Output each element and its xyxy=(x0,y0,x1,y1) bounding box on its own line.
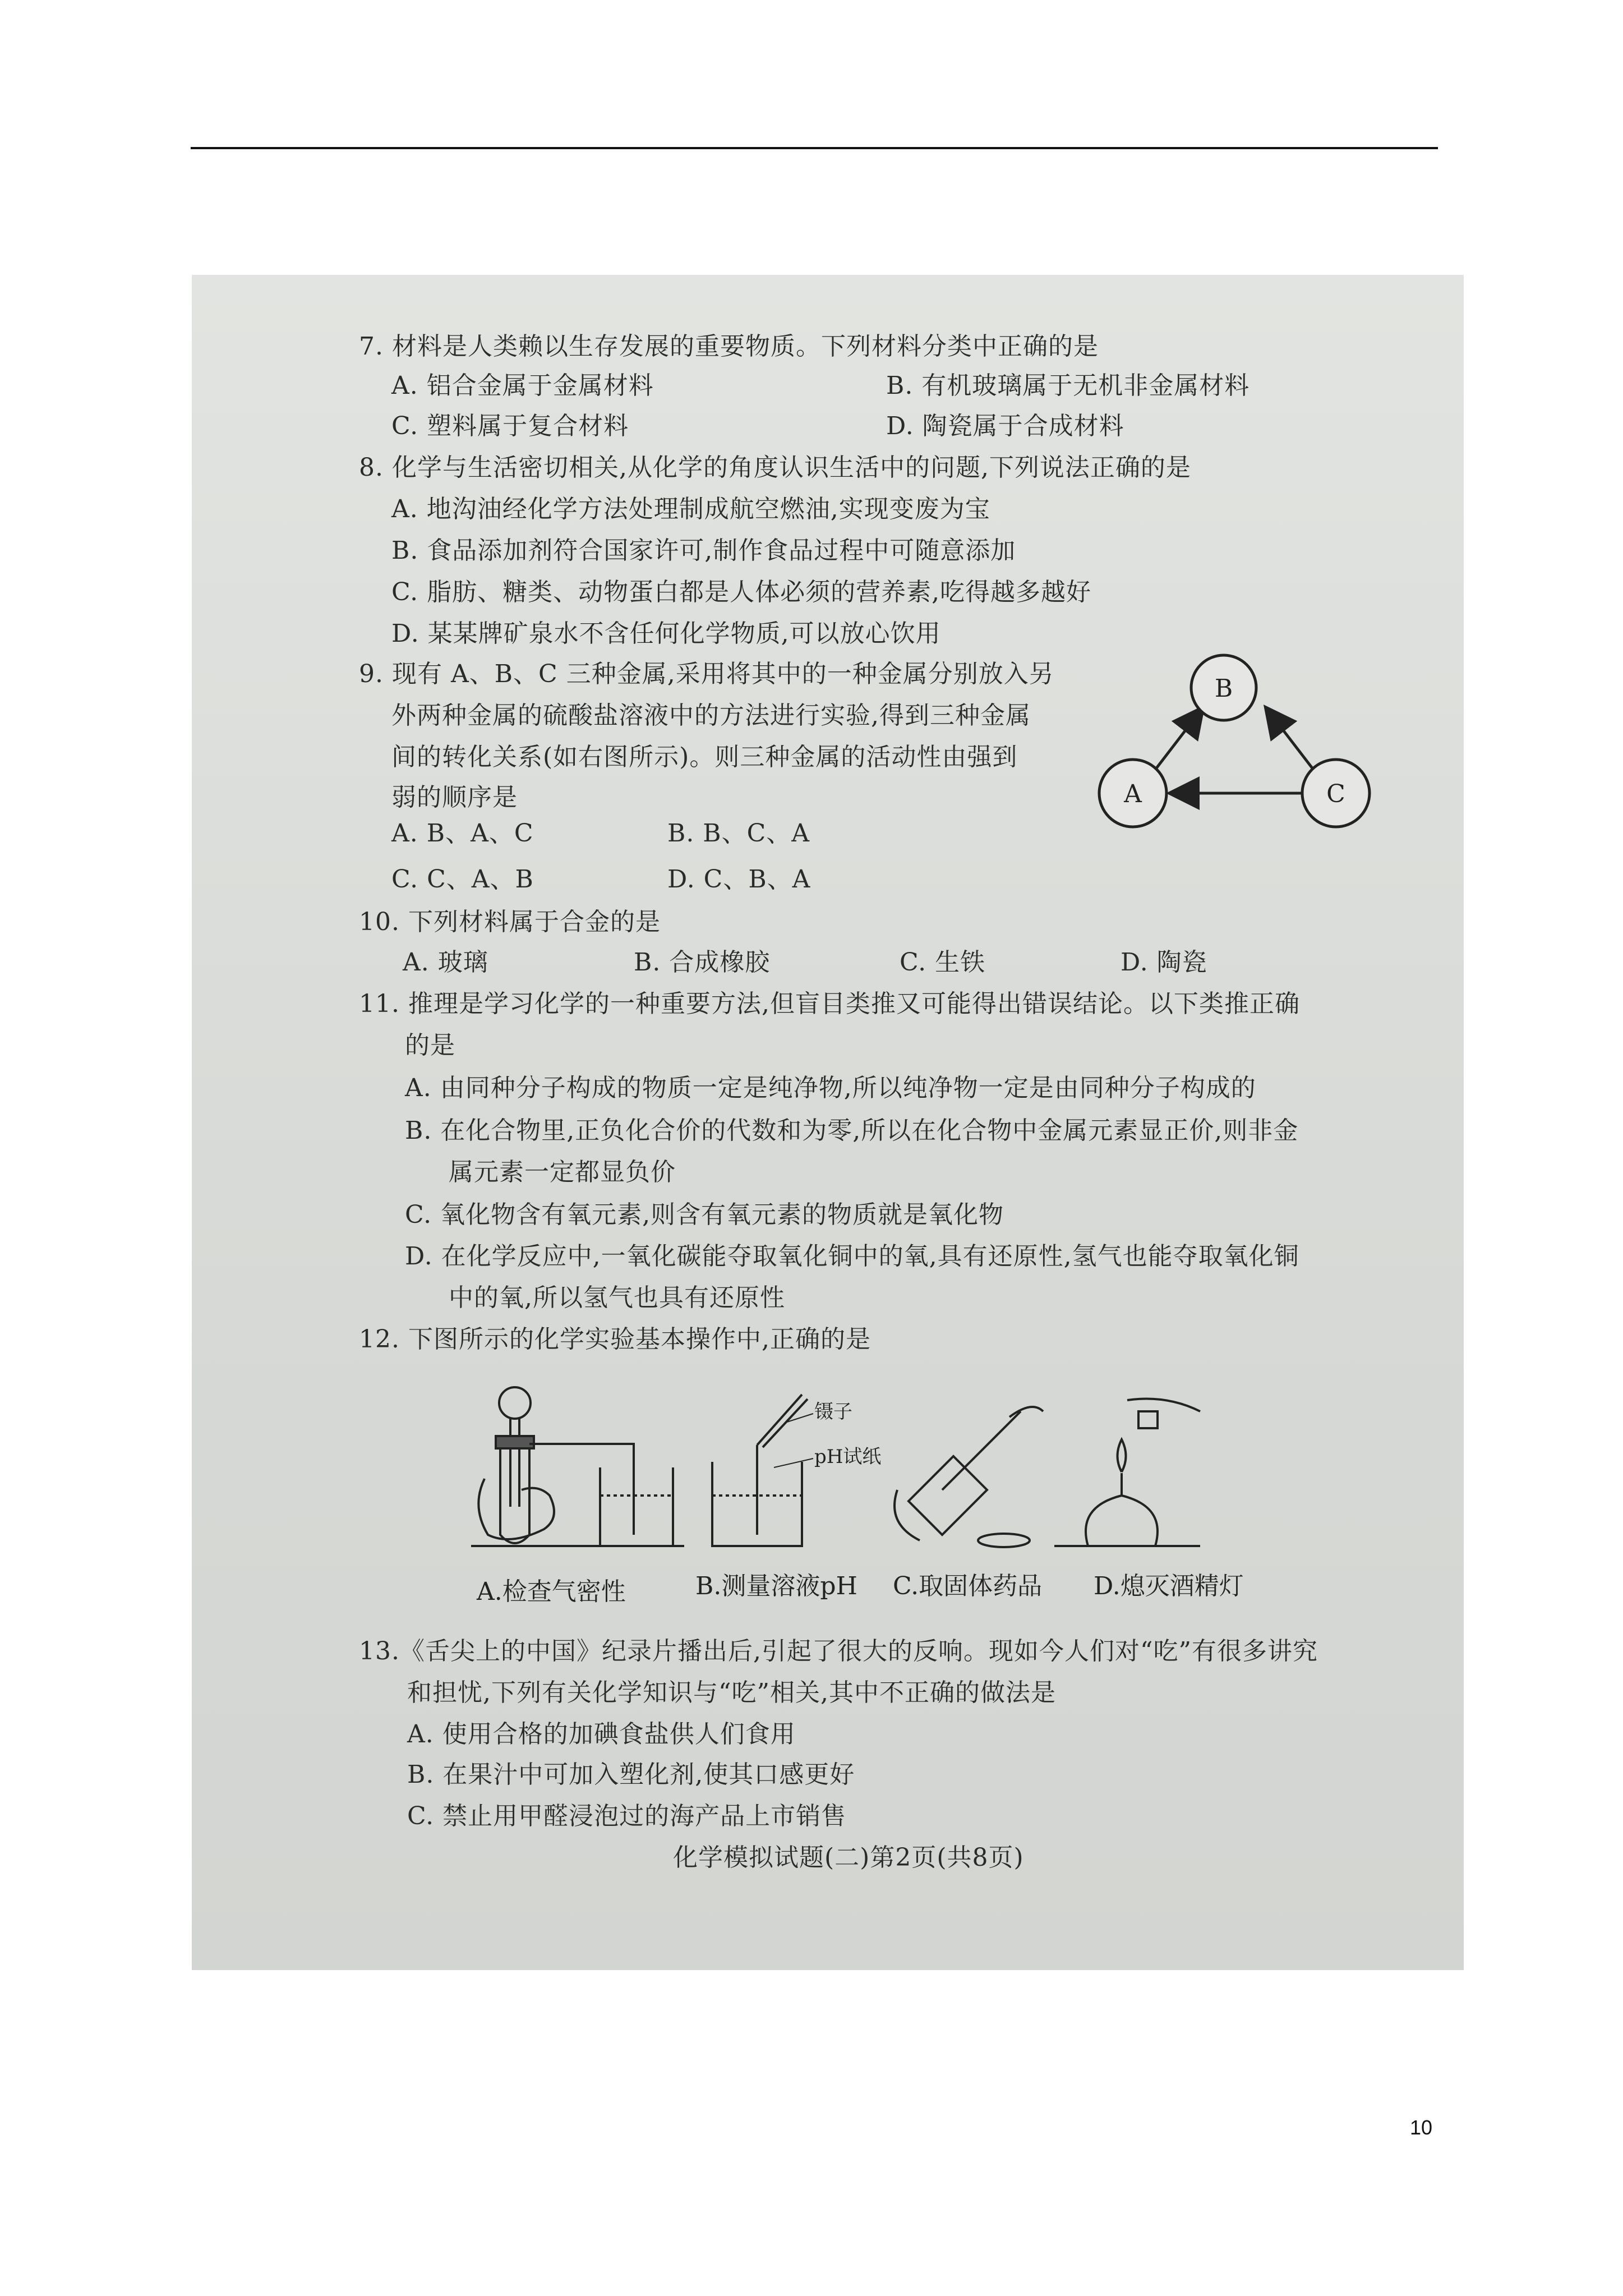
q8-option-c: C. 脂肪、糖类、动物蛋白都是人体必须的营养素,吃得越多越好 xyxy=(391,578,1092,606)
q9-stem-line-3: 间的转化关系(如右图所示)。则三种金属的活动性由强到 xyxy=(391,743,1018,771)
caption-b: B.测量溶液pH xyxy=(695,1572,857,1600)
caption-d: D.熄灭酒精灯 xyxy=(1094,1572,1244,1600)
hand-c xyxy=(895,1490,920,1540)
q11-option-a: A. 由同种分子构成的物质一定是纯净物,所以纯净物一定是由同种分子构成的 xyxy=(405,1074,1256,1102)
flame xyxy=(1118,1439,1126,1472)
q13-option-c: C. 禁止用甲醛浸泡过的海产品上市销售 xyxy=(407,1802,847,1830)
q10-option-a: A. 玻璃 xyxy=(403,948,488,977)
q13-stem-line-1: 13.《舌尖上的中国》纪录片播出后,引起了很大的反响。现如今人们对“吃”有很多讲究 xyxy=(359,1637,1318,1665)
funnel-bulb xyxy=(499,1387,531,1419)
q7-stem: 7. 材料是人类赖以生存发展的重要物质。下列材料分类中正确的是 xyxy=(359,332,1099,361)
hand-d xyxy=(1127,1399,1200,1412)
q9-option-b: B. B、C、A xyxy=(667,819,810,848)
node-b-label: B xyxy=(1214,674,1233,703)
caption-c: C.取固体药品 xyxy=(893,1572,1043,1600)
q11-stem-line-1: 11. 推理是学习化学的一种重要方法,但盲目类推又可能得出错误结论。以下类推正确 xyxy=(359,990,1300,1018)
q8-option-a: A. 地沟油经化学方法处理制成航空燃油,实现变废为宝 xyxy=(391,495,990,523)
page-number: 10 xyxy=(1409,2116,1432,2139)
q7-option-d: D. 陶瓷属于合成材料 xyxy=(886,412,1124,440)
figure-c-solid-reagent xyxy=(895,1407,1043,1547)
q13-option-b: B. 在果汁中可加入塑化剂,使其口感更好 xyxy=(407,1760,855,1789)
q11-option-b-line-1: B. 在化合物里,正负化合价的代数和为零,所以在化合物中金属元素显正价,则非金 xyxy=(405,1116,1299,1145)
q7-option-a: A. 铝合金属于金属材料 xyxy=(391,371,654,400)
q7-option-b: B. 有机玻璃属于无机非金属材料 xyxy=(886,371,1250,400)
delivery-tube xyxy=(529,1444,634,1535)
watch-glass xyxy=(978,1534,1030,1547)
q12-stem: 12. 下图所示的化学实验基本操作中,正确的是 xyxy=(359,1325,871,1354)
header-rule xyxy=(191,147,1438,149)
lamp-cap xyxy=(1138,1411,1158,1428)
q11-option-d-line-1: D. 在化学反应中,一氧化碳能夺取氧化铜中的氧,具有还原性,氢气也能夺取氧化铜 xyxy=(405,1242,1299,1271)
q10-option-c: C. 生铁 xyxy=(900,948,986,977)
q8-option-d: D. 某某牌矿泉水不含任何化学物质,可以放心饮用 xyxy=(391,619,941,648)
q9-stem-line-1: 9. 现有 A、B、C 三种金属,采用将其中的一种金属分别放入另 xyxy=(359,660,1054,688)
reagent-bottle xyxy=(909,1456,987,1535)
q11-stem-line-2: 的是 xyxy=(405,1031,455,1060)
test-tube xyxy=(500,1439,529,1543)
q13-option-a: A. 使用合格的加碘食盐供人们食用 xyxy=(407,1720,796,1749)
figure-b-ph-measurement xyxy=(712,1395,813,1546)
q9-stem-line-2: 外两种金属的硫酸盐溶液中的方法进行实验,得到三种金属 xyxy=(391,701,1031,730)
q8-option-b: B. 食品添加剂符合国家许可,制作食品过程中可随意添加 xyxy=(391,536,1016,565)
q13-stem-line-2: 和担忧,下列有关化学知识与“吃”相关,其中不正确的做法是 xyxy=(407,1678,1056,1707)
lab-operations-figure xyxy=(471,1378,1267,1619)
node-a-label: A xyxy=(1124,780,1142,808)
q9-option-c: C. C、A、B xyxy=(391,865,534,894)
q10-stem: 10. 下列材料属于合金的是 xyxy=(359,908,661,936)
alcohol-lamp xyxy=(1086,1496,1158,1546)
q9-option-d: D. C、B、A xyxy=(667,865,811,894)
q10-option-b: B. 合成橡胶 xyxy=(634,948,771,977)
hand xyxy=(478,1479,554,1539)
q8-stem: 8. 化学与生活密切相关,从化学的角度认识生活中的问题,下列说法正确的是 xyxy=(359,453,1191,482)
q11-option-d-line-2: 中的氧,所以氢气也具有还原性 xyxy=(449,1283,785,1312)
q9-option-a: A. B、A、C xyxy=(391,819,534,848)
q7-option-c: C. 塑料属于复合材料 xyxy=(391,412,629,440)
tweezers-c xyxy=(942,1411,1021,1490)
node-c-label: C xyxy=(1326,780,1345,808)
beaker-a xyxy=(600,1467,673,1546)
label-tweezers: 镊子 xyxy=(814,1401,852,1423)
caption-a: A.检查气密性 xyxy=(477,1577,626,1606)
label-ph-paper: pH试纸 xyxy=(814,1446,882,1468)
figure-a-airtightness-check xyxy=(471,1387,684,1546)
metal-conversion-diagram xyxy=(1077,651,1391,841)
q11-option-b-line-2: 属元素一定都显负价 xyxy=(449,1158,676,1186)
q9-stem-line-4: 弱的顺序是 xyxy=(391,783,518,812)
page-footer: 化学模拟试题(二)第2页(共8页) xyxy=(673,1843,1024,1872)
q11-option-c: C. 氧化物含有氧元素,则含有氧元素的物质就是氧化物 xyxy=(405,1200,1004,1229)
figure-d-alcohol-lamp xyxy=(1054,1399,1200,1547)
q10-option-d: D. 陶瓷 xyxy=(1121,948,1207,977)
